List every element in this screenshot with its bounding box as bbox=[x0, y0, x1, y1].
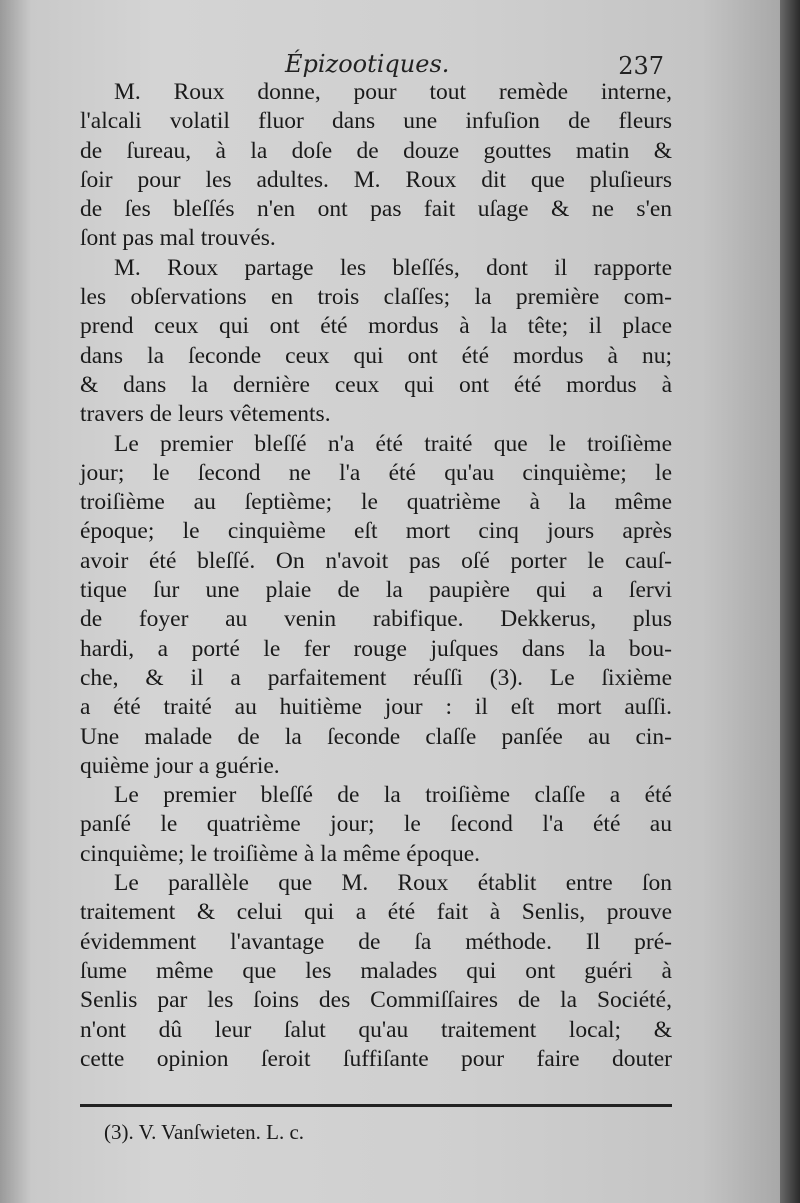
text-line: évidemment l'avantage de ſa méthode. Il pré- bbox=[80, 928, 672, 955]
text-line: de ſes bleſſés n'en ont pas fait uſage & ne s'en bbox=[80, 196, 672, 223]
text-line: les obſervations en trois claſſes; la première com- bbox=[80, 284, 672, 311]
footnote-rule bbox=[80, 1104, 672, 1107]
text-line: prend ceux qui ont été mordus à la tête; il place bbox=[80, 313, 672, 340]
text-line: jour; le ſecond ne l'a été qu'au cinquième; le bbox=[80, 459, 672, 486]
text-line: l'alcali volatil fluor dans une infuſion de fleurs bbox=[80, 108, 672, 135]
text-line: cette opinion ſeroit ſuffiſante pour faire douter bbox=[80, 1045, 672, 1072]
text-line: avoir été bleſſé. On n'avoit pas oſé porter le cauſ- bbox=[80, 547, 672, 574]
text-line: ſont pas mal trouvés. bbox=[80, 225, 276, 252]
text-line: a été traité au huitième jour : il eſt mort auſſi. bbox=[80, 694, 672, 721]
text-line: Une malade de la ſeconde claſſe panſée au cin- bbox=[80, 723, 672, 750]
page-number: 237 bbox=[618, 52, 664, 80]
text-line: ſume même que les malades qui ont guéri à bbox=[80, 957, 672, 984]
text-line: tique ſur une plaie de la paupière qui a ſervi bbox=[80, 577, 672, 604]
text-line: époque; le cinquième eſt mort cinq jours après bbox=[80, 518, 672, 545]
text-line: panſé le quatrième jour; le ſecond l'a été au bbox=[80, 811, 672, 838]
text-line: hardi, a porté le fer rouge juſques dans la bou- bbox=[80, 635, 672, 662]
text-line: Le premier bleſſé n'a été traité que le troiſième bbox=[114, 430, 672, 457]
text-line: travers de leurs vêtements. bbox=[80, 401, 331, 428]
text-line: M. Roux partage les bleſſés, dont il rapporte bbox=[114, 254, 672, 281]
text-line: M. Roux donne, pour tout remède interne, bbox=[114, 79, 672, 105]
text-line: traitement & celui qui a été fait à Senlis, prouve bbox=[80, 899, 672, 926]
text-line: Le premier bleſſé de la troiſième claſſe a été bbox=[114, 782, 672, 809]
text-line: & dans la dernière ceux qui ont été mordus à bbox=[80, 371, 672, 398]
text-line: quième jour a guérie. bbox=[80, 752, 280, 779]
text-line: de foyer au venin rabifique. Dekkerus, plus bbox=[80, 606, 672, 633]
text-line: che, & il a parfaitement réuſſi (3). Le ſixième bbox=[80, 664, 672, 691]
text-line: n'ont dû leur ſalut qu'au traitement local; & bbox=[80, 1016, 672, 1043]
text-line: Le parallèle que M. Roux établit entre ſon bbox=[114, 870, 672, 897]
text-line: cinquième; le troiſième à la même époque. bbox=[80, 840, 480, 867]
body-text bbox=[80, 78, 672, 1074]
page-edge-shadow bbox=[780, 0, 800, 1203]
text-line: troiſième au ſeptième; le quatrième à la même bbox=[80, 489, 672, 516]
text-line: dans la ſeconde ceux qui ont été mordus à nu; bbox=[80, 342, 672, 369]
running-title: Épizootiques. bbox=[285, 50, 450, 78]
text-line: Senlis par les ſoins des Commiſſaires de la Société, bbox=[80, 987, 672, 1014]
text-line: ſoir pour les adultes. M. Roux dit que pluſieurs bbox=[80, 166, 672, 193]
footnote: (3). V. Vanſwieten. L. c. bbox=[104, 1120, 305, 1144]
text-line: de ſureau, à la doſe de douze gouttes matin & bbox=[80, 137, 672, 164]
